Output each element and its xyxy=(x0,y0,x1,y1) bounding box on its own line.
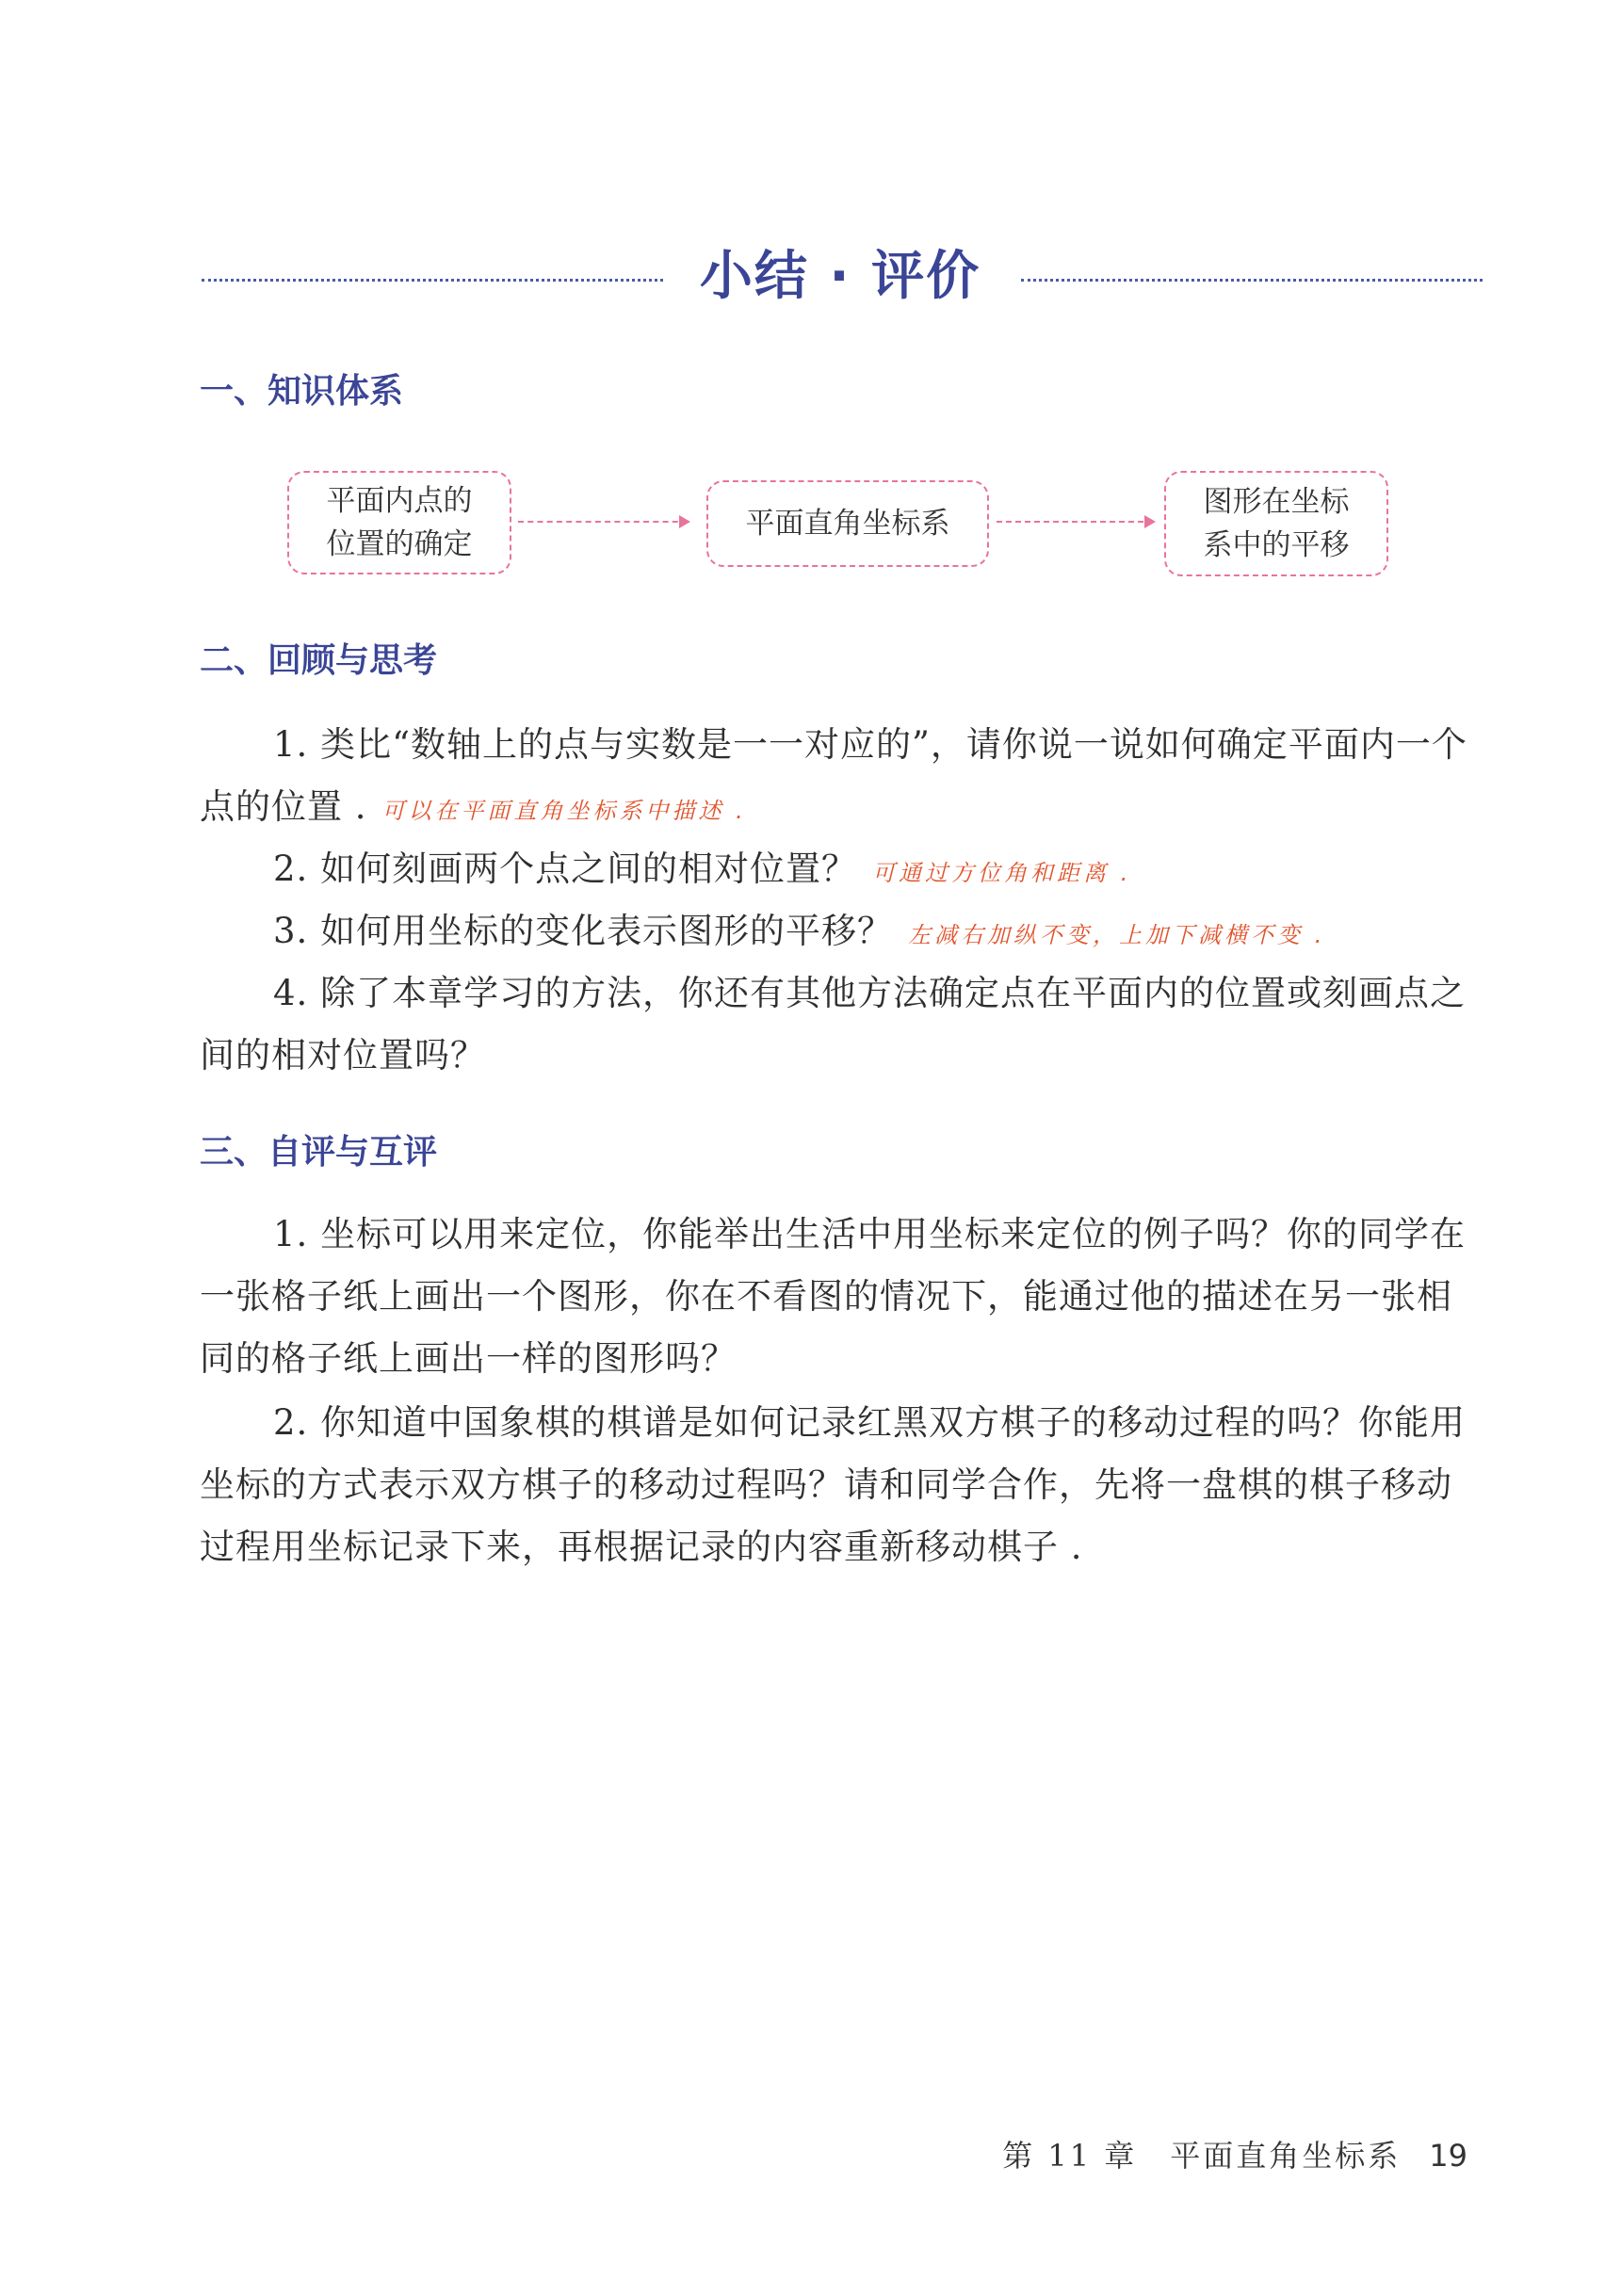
handwritten-answer-2: 可通过方位角和距离 . xyxy=(872,860,1132,886)
section-heading-self-evaluation: 三、自评与互评 xyxy=(200,1133,438,1172)
review-question-4-text: 4. 除了本章学习的方法，你还有其他方法确定点在平面内的位置或刻画点之间的相对位置吗？ xyxy=(200,973,1467,1075)
flow-box-translation xyxy=(1164,471,1388,576)
review-question-1-text: 1. 类比“数轴上的点与实数是一一对应的”，请你说一说如何确定平面内一个点的位置 . xyxy=(200,724,1467,827)
review-question-3 xyxy=(200,900,1477,966)
review-question-4 xyxy=(200,962,1477,1087)
title-rule-left xyxy=(202,279,663,282)
page-footer xyxy=(1002,2132,1467,2175)
handwritten-answer-3: 左减右加纵不变，上加下减横不变 . xyxy=(908,922,1326,948)
title-rule-right xyxy=(1021,279,1483,282)
review-question-3-text: 3. 如何用坐标的变化表示图形的平移？ xyxy=(273,911,894,951)
flow-box-3-line-2: 系中的平移 xyxy=(1203,528,1350,562)
flow-box-1-line-2: 位置的确定 xyxy=(326,527,473,561)
flow-arrow-1 xyxy=(518,521,688,523)
review-question-1 xyxy=(200,714,1477,842)
section-heading-knowledge: 一、知识体系 xyxy=(200,372,404,411)
page-title: 小结 · 评价 xyxy=(699,246,981,307)
chapter-label: 第 11 章 平面直角坐标系 xyxy=(1002,2138,1402,2174)
flow-box-1-line-1: 平面内点的 xyxy=(326,484,473,518)
review-question-2 xyxy=(200,838,1477,904)
handwritten-answer-1: 可以在平面直角坐标系中描述 . xyxy=(381,798,747,824)
self-eval-paragraph-1: 1. 坐标可以用来定位，你能举出生活中用坐标来定位的例子吗？你的同学在一张格子纸上画出一个图形，你在不看图的情况下，能通过他的描述在另一张相同的格子纸上画出一样的图形吗？ xyxy=(200,1214,1467,1379)
flow-arrow-2 xyxy=(997,521,1153,523)
self-eval-paragraph-2: 2. 你知道中国象棋的棋谱是如何记录红黑双方棋子的移动过程的吗？你能用坐标的方式表示双方棋子的移动过程吗？请和同学合作，先将一盘棋的棋子移动过程用坐标记录下来，再根据记录的内容重新移动棋子 . xyxy=(200,1402,1467,1567)
section-heading-review: 二、回顾与思考 xyxy=(200,641,438,680)
flow-box-3-line-1: 图形在坐标 xyxy=(1203,485,1350,519)
flow-box-coordinate-system xyxy=(706,480,989,567)
flow-box-point-position xyxy=(287,471,511,574)
flow-box-2-label: 平面直角坐标系 xyxy=(745,507,950,541)
page-number: 19 xyxy=(1429,2138,1467,2174)
review-question-2-text: 2. 如何刻画两个点之间的相对位置？ xyxy=(273,849,858,889)
